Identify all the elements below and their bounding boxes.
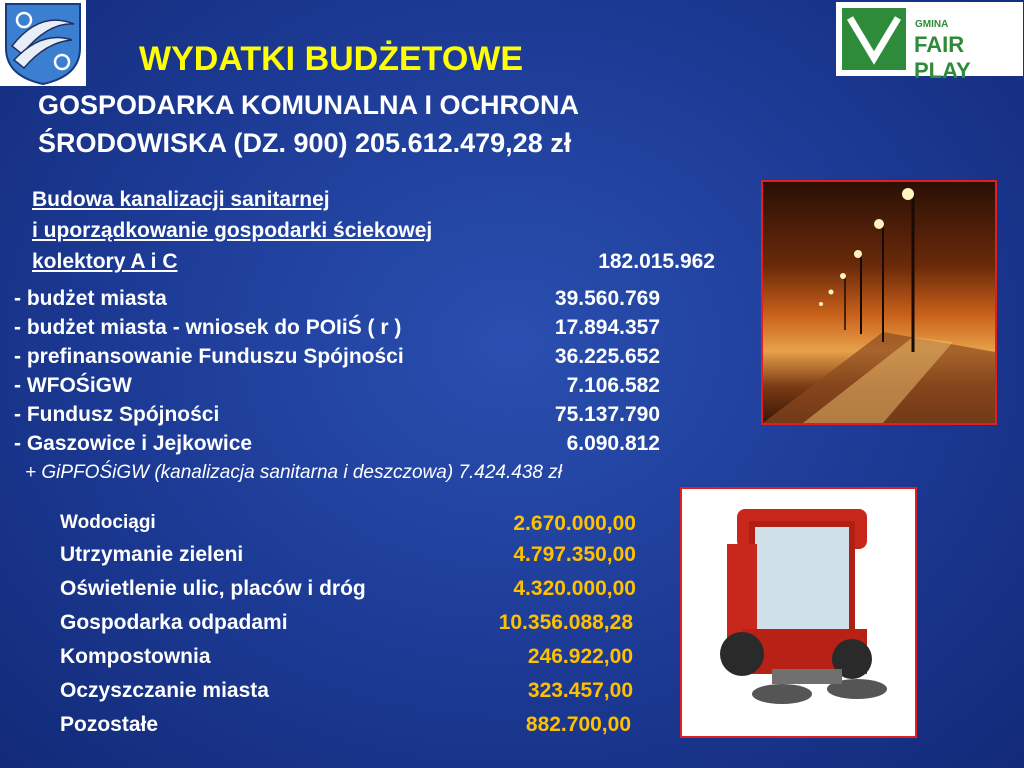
gipfosigw-note: + GiPFOŚiGW (kanalizacja sanitarna i deszczowa) 7.424.438 zł bbox=[25, 462, 562, 483]
logo-gmina-text: GMINA bbox=[915, 19, 949, 30]
expense-value: 323.457,00 bbox=[527, 679, 633, 702]
funding-label: - Fundusz Spójności bbox=[14, 403, 220, 426]
expense-label: Oświetlenie ulic, placów i dróg bbox=[60, 577, 366, 600]
expense-label: Kompostownia bbox=[60, 645, 211, 668]
expense-value: 2.670.000,00 bbox=[513, 512, 636, 535]
expense-value: 4.797.350,00 bbox=[513, 543, 636, 566]
funding-value: 6.090.812 bbox=[566, 432, 660, 455]
expense-value: 882.700,00 bbox=[525, 713, 631, 736]
crest-icon bbox=[0, 0, 86, 86]
section-subtitle-line1: GOSPODARKA KOMUNALNA I OCHRONA bbox=[38, 90, 579, 120]
expense-label: Utrzymanie zieleni bbox=[60, 543, 244, 566]
collectors-label: kolektory A i C bbox=[32, 250, 178, 273]
street-sweeper-photo bbox=[680, 487, 917, 738]
expense-label: Wodociągi bbox=[60, 512, 156, 533]
funding-label: - WFOŚiGW bbox=[14, 374, 132, 397]
expense-value: 10.356.088,28 bbox=[498, 611, 633, 634]
expense-label: Oczyszczanie miasta bbox=[60, 679, 269, 702]
funding-value: 75.137.790 bbox=[554, 403, 660, 426]
street-lights-photo bbox=[761, 180, 997, 425]
page-title: WYDATKI BUDŻETOWE bbox=[139, 40, 524, 78]
collectors-total: 182.015.962 bbox=[598, 250, 715, 273]
funding-value: 17.894.357 bbox=[554, 316, 660, 339]
funding-label: - budżet miasta - wniosek do POIiŚ ( r ) bbox=[14, 316, 402, 339]
sweeper-vehicle-image bbox=[682, 489, 915, 736]
expense-label: Gospodarka odpadami bbox=[60, 611, 288, 634]
sewer-heading-line3 bbox=[32, 250, 715, 274]
funding-label: - Gaszowice i Jejkowice bbox=[14, 432, 253, 455]
expense-value: 246.922,00 bbox=[527, 645, 633, 668]
logo-fair-play-text: FAIR PLAY bbox=[914, 32, 971, 83]
street-lamps-image bbox=[763, 182, 995, 423]
checkmark-logo-icon bbox=[842, 8, 906, 70]
funding-label: - budżet miasta bbox=[14, 287, 167, 310]
funding-label: - prefinansowanie Funduszu Spójności bbox=[14, 345, 404, 368]
city-crest bbox=[0, 0, 86, 86]
section-subtitle-line2: ŚRODOWISKA (DZ. 900) 205.612.479,28 zł bbox=[38, 128, 572, 158]
sewer-heading-line2: i uporządkowanie gospodarki ściekowej bbox=[32, 219, 433, 242]
funding-value: 7.106.582 bbox=[566, 374, 660, 397]
funding-value: 39.560.769 bbox=[554, 287, 660, 310]
expense-label: Pozostałe bbox=[60, 713, 159, 736]
sewer-heading-line1: Budowa kanalizacji sanitarnej bbox=[32, 188, 330, 211]
funding-value: 36.225.652 bbox=[554, 345, 660, 368]
expense-value: 4.320.000,00 bbox=[513, 577, 636, 600]
fair-play-logo bbox=[836, 2, 1023, 83]
